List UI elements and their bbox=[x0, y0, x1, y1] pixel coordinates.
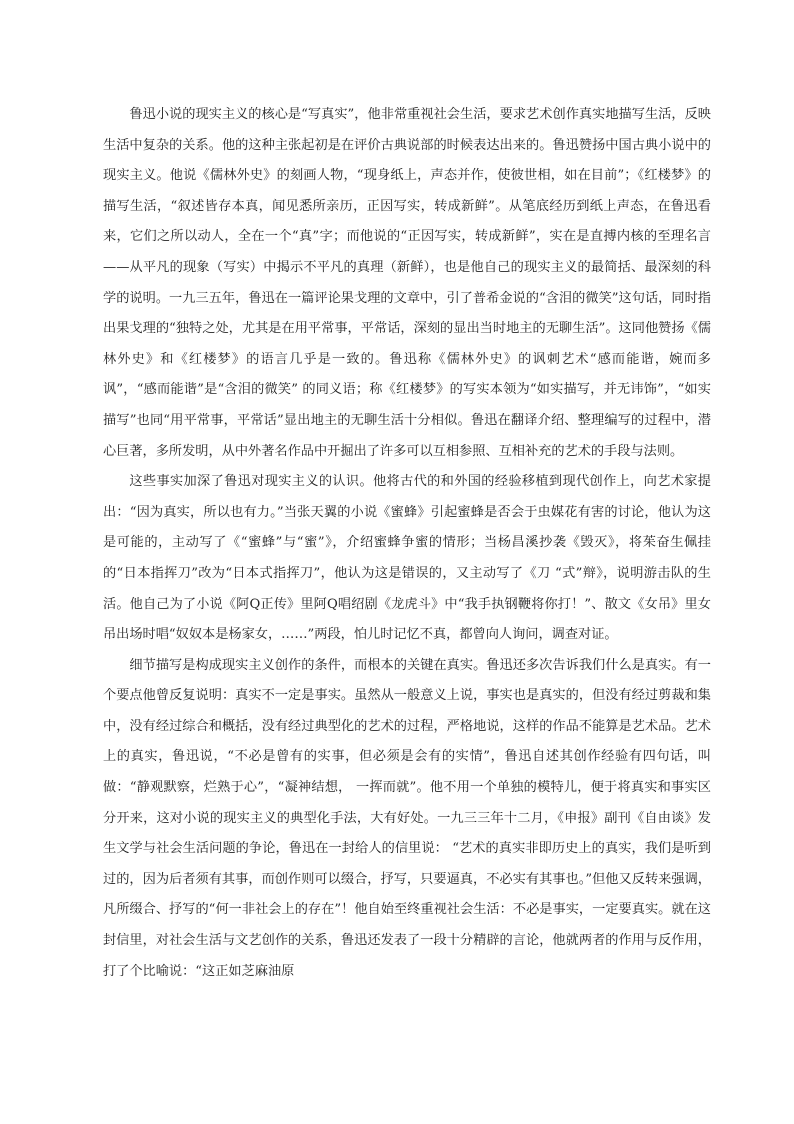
paragraph: 细节描写是构成现实主义创作的条件，而根本的关键在真实。鲁迅还多次告诉我们什么是真实。有一个要点他曾反复说明：真实不一定是事实。虽然从一般意义上说，事实也是真实的，但没有经过剪裁和集中，没有经过综合和概括，没有经过典型化的艺术的过程，严格地说，这样的作品不能算是艺术品。艺术上的真实，鲁迅说，“不必是曾有的实事，但必须是会有的实情”，鲁迅自述其创作经验有四句话，叫做：“静观默察，烂熟于心”，“凝神结想， 一挥而就”。他不用一个单独的模特儿，便于将真实和事实区分开来，这对小说的现实主义的典型化手法，大有好处。一九三三年十二月，《申报》副刊《自由谈》发生文学与社会生活问题的争论，鲁迅在一封给人的信里说： “艺术的真实非即历史上的真实，我们是听到过的，因为后者须有其事，而创作则可以缀合，抒写，只要逼真，不必实有其事也。”但他又反转来强调，凡所缀合、抒写的“何一非社会上的存在”！他自始至终重视社会生活：不必是事实，一定要真实。就在这封信里，对社会生活与文艺创作的关系，鲁迅还发表了一段十分精辟的言论，他就两者的作用与反作用，打了个比喻说：“这正如芝麻油原 bbox=[103, 657, 711, 979]
paragraph: 这些事实加深了鲁迅对现实主义的认识。他将古代的和外国的经验移植到现代创作上，向艺术家提出：“因为真实，所以也有力。”当张天翼的小说《蜜蜂》引起蜜蜂是否会于虫媒花有害的讨论，他认为这是可能的，主动写了《“蜜蜂”与“蜜”》，介绍蜜蜂争蜜的情形；当杨昌溪抄袭《毁灭》，将茱奋生佩挂的“日本指挥刀”改为“日本式指挥刀”，他认为这是错误的，又主动写了《刀 “式”辩》，说明游击队的生活。他自己为了小说《阿Q正传》里阿Q唱绍剧《龙虎斗》中“我手执钢鞭将你打！”、散文《女吊》里女吊出场时唱“奴奴本是杨家女，……”两段，怕儿时记忆不真，都曾向人询问，调查对证。 bbox=[103, 474, 711, 643]
document-body bbox=[103, 100, 711, 987]
paragraph: 鲁迅小说的现实主义的核心是“写真实”，他非常重视社会生活，要求艺术创作真实地描写生活，反映生活中复杂的关系。他的这种主张起初是在评价古典说部的时候表达出来的。鲁迅赞扬中国古典小说中的现实主义。他说《儒林外史》的刻画人物，“现身纸上，声态并作，使彼世相，如在目前”；《红楼梦》的描写生活，“叙述皆存本真，闻见悉所亲历，正因写实，转成新鲜”。从笔底经历到纸上声态，在鲁迅看来，它们之所以动人，全在一个“真”字；而他说的“正因写实，转成新鲜”，实在是直搏内核的至理名言——从平凡的现象（写实）中揭示不平凡的真理（新鲜），也是他自己的现实主义的最简括、最深刻的科学的说明。一九三五年，鲁迅在一篇评论果戈理的文章中，引了普希金说的“含泪的微笑”这句话，同时指出果戈理的“独特之处，尤其是在用平常事，平常话，深刻的显出当时地主的无聊生活”。这同他赞扬《儒林外史》和《红楼梦》的语言几乎是一致的。鲁迅称《儒林外史》的讽刺艺术“感而能谐，婉而多讽”，“感而能谐”是“含泪的微笑” 的同义语；称《红楼梦》的写实本领为“如实描写，并无讳饰”，“如实描写”也同“用平常事，平常话”显出地主的无聊生活十分相似。鲁迅在翻译介绍、整理编写的过程中，潜心巨著，多所发明，从中外著名作品中开掘出了许多可以互相参照、互相补充的艺术的手段与法则。 bbox=[103, 107, 711, 459]
